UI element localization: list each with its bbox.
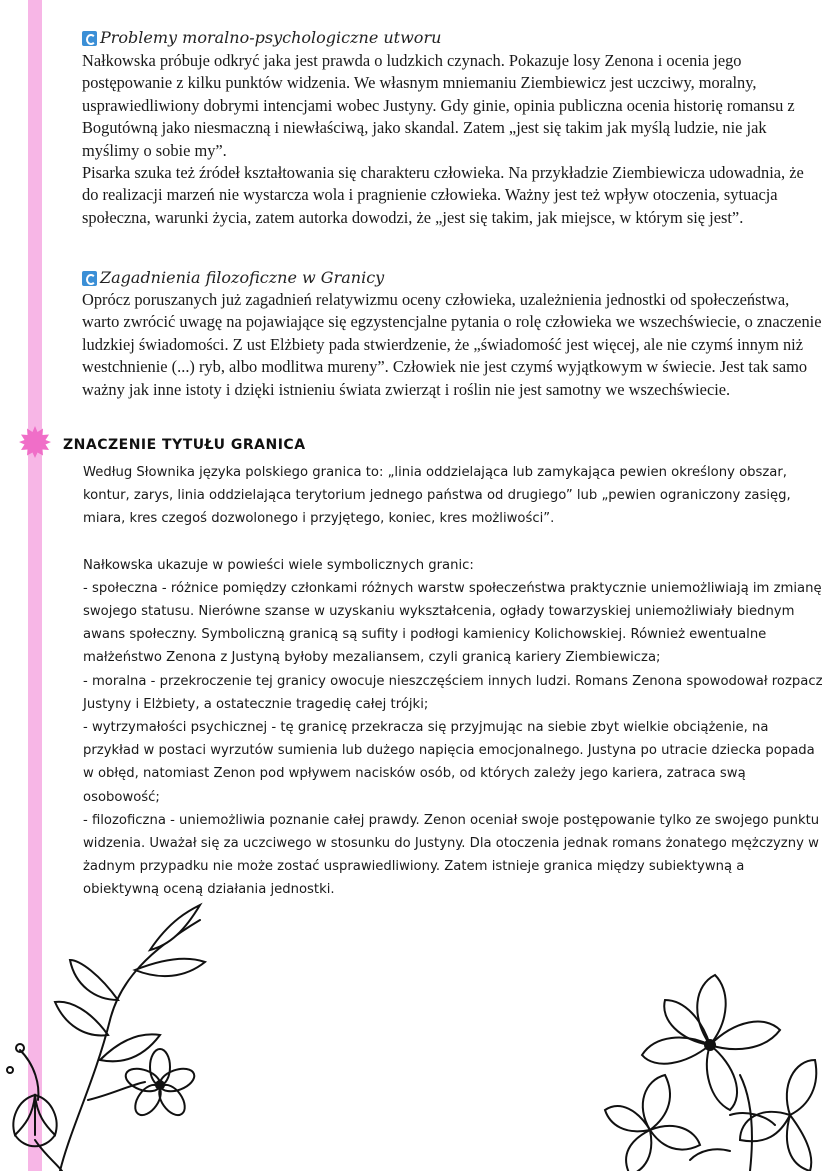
pink-burst-icon xyxy=(17,424,53,460)
section-heading xyxy=(82,28,822,48)
paragraph: Oprócz poruszanych już zagadnień relatywizmu oceny człowieka, uzależnienia jednostki od społeczeństwa, warto zwrócić uwagę na pojawiające się egzystencjalne pytania o rolę człowieka we wszechświecie, o znaczenie ludzkiej świadomości. Z ust Elżbiety pada stwierdzenie, że „świadomość jest więcej, ale nie czymś innym niż westchnienie (...) ryb, albo modlitwa mureny”. Człowiek nie jest czymś wyjątkowym w świecie. Jest tak samo ważny jak inne istoty i dzięki istnieniu świata zwierząt i roślin nie jest samotny we wszechświecie. xyxy=(82,290,822,399)
section-heading xyxy=(82,268,822,288)
section-meaning-body xyxy=(83,461,823,902)
section-c-icon xyxy=(82,271,97,286)
list-item: - społeczna - różnice pomiędzy członkami różnych warstw społeczeństwa praktycznie uniemożliwiają im zmianę swojego statusu. Nierówne szanse w uzyskaniu wykształcenia, ogłady towarzyskiej uniemożliwiały biednym awans społeczny. Symboliczną granicą są sufity i podłogi kamienicy Kolichowskiej. Również ewentualne małżeństwo Zenona z Justyną byłoby mezaliansem, czyli granicą kariery Ziembiewicza; xyxy=(83,580,822,666)
section-c-icon xyxy=(82,31,97,46)
section-philosophical xyxy=(82,268,822,401)
list-item: - wytrzymałości psychicznej - tę granicę przekracza się przyjmując na siebie zbyt wielkie obciążenie, na przykład w postaci wyrzutów sumienia lub dużego napięcia emocjonalnego. Justyna po utracie dziecka popada w obłęd, natomiast Zenon pod wpływem nacisków osób, od których zależy jego kariera, zatraca swą osobowość; xyxy=(83,720,815,805)
intro-paragraph: Nałkowska ukazuje w powieści wiele symbolicznych granic: xyxy=(83,557,474,573)
definition-paragraph: Według Słownika języka polskiego granica to: „linia oddzielająca lub zamykająca pewien określony obszar, kontur, zarys, linia oddzielająca terytorium jednego państwa od drugiego” lub „pewien ograniczony zasięg, miara, kres czegoś dozwolonego i przyjętego, koniec, kres możliwości”. xyxy=(83,465,791,527)
section-heading-text: Problemy moralno-psychologiczne utworu xyxy=(100,28,442,47)
list-item: - moralna - przekroczenie tej granicy owocuje nieszczęściem innych ludzi. Romans Zenona spowodował rozpacz Justyny i Elżbiety, a ostatecznie tragedię całej trójki; xyxy=(83,673,823,712)
paragraph: Nałkowska próbuje odkryć jaka jest prawda o ludzkich czynach. Pokazuje losy Zenona i ocenia jego postępowanie z kilku punktów widzenia. We własnym mniemaniu Ziembiewicz jest uczciwy, moralny, usprawiedliwiony dobrymi intencjami wobec Justyny. Gdy ginie, opinia publiczna ocenia historię romansu z Bogutówną jako niesmaczną i niewłaściwą, jako skandal. Zatem „jest się takim jak myślą ludzie, nie jak myślimy o sobie my”. xyxy=(82,51,795,160)
paragraph: Pisarka szuka też źródeł kształtowania się charakteru człowieka. Na przykładzie Ziembiewicza udowadnia, że do realizacji marzeń nie wystarcza wola i pragnienie człowieka. Ważny jest też wpływ otoczenia, sytuacja społeczna, warunki życia, zatem autorka dowodzi, że „jest się takim, jak miejsce, w którym się jest”. xyxy=(82,163,804,227)
flower-illustration-left xyxy=(0,900,220,1171)
list-item: - filozoficzna - uniemożliwia poznanie całej prawdy. Zenon oceniał swoje postępowanie tylko ze swojego punktu widzenia. Uważał się za uczciwego w stosunku do Justyny. Dla otoczenia jednak romans żonatego mężczyzny w żadnym przypadku nie może zostać usprawiedliwiony. Zatem istnieje granica między subiektywną a obiektywną oceną działania jednostki. xyxy=(83,812,820,898)
section-title-granica: ZNACZENIE TYTUŁU GRANICA xyxy=(63,437,306,453)
section-heading-text: Zagadnienia filozoficzne w Granicy xyxy=(100,268,385,287)
section-moral-psychological xyxy=(82,28,822,229)
flower-illustration-right xyxy=(590,965,828,1171)
